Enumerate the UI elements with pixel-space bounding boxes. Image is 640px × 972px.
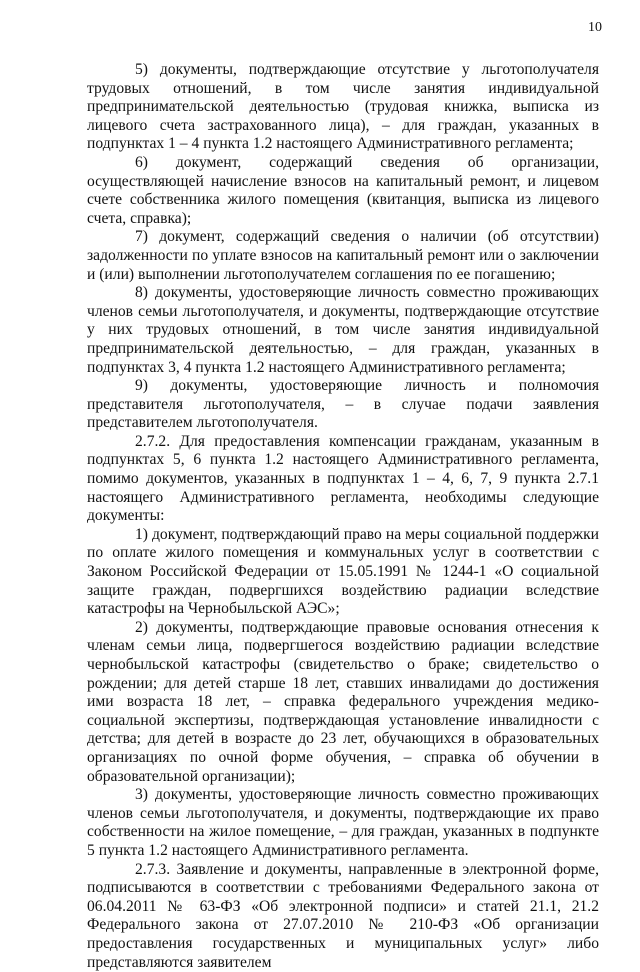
paragraph-item-6: 6) документ, содержащий сведения об организации, осуществляющей начисление взносов на капитальный ремонт, и лицевом счете собственника жилого помещения (квитанция, выписка из лицевого счета, справка); (87, 153, 599, 227)
paragraph-item-7: 7) документ, содержащий сведения о наличии (об отсутствии) задолженности по уплате взносов на капитальный ремонт или о заключении и (или) выполнении льготополучателем соглашения по ее погашению; (87, 228, 599, 283)
section-2-7-2-item-1: 1) документ, подтверждающий право на меры социальной поддержки по оплате жилого помещения и коммунальных услуг в соответствии с Законом Российской Федерации от 15.05.1991 № 1244-1 «О социальной защите граждан, подвергшихся воздействию радиации вследствие катастрофы на Чернобыльской АЭС»; (87, 525, 599, 618)
section-2-7-2-item-2: 2) документы, подтверждающие правовые основания отнесения к членам семьи лица, подвергшегося воздействию радиации вследствие чернобыльской катастрофы (свидетельство о браке; свидетельство о рождении; для детей старше 18 лет, ставших инвалидами до достижения ими возраста 18 лет, – справка федерального учреждения медико-социальной экспертизы, подтверждающая установление инвалидности с детства; для детей в возрасте до 23 лет, обучающихся в образовательных организациях по очной форме обучения, – справка об обучении в образовательной организации); (87, 618, 599, 785)
section-2-7-3: 2.7.3. Заявление и документы, направленные в электронной форме, подписываются в соответствии с требованиями Федерального закона от 06.04.2011 № 63-ФЗ «Об электронной подписи» и статей 21.1, 21.2 Федерального закона от 27.07.2010 № 210-ФЗ «Об организации предоставления государственных и муниципальных услуг» либо представляются заявителем (87, 860, 599, 971)
paragraph-item-9: 9) документы, удостоверяющие личность и полномочия представителя льготополучателя, – в случае подачи заявления представителем льготополучателя. (87, 377, 599, 432)
page-number: 10 (588, 20, 602, 35)
section-2-7-2-item-3: 3) документы, удостоверяющие личность совместно проживающих членов семьи льготополучателя, и документы, подтверждающие их право собственности на жилое помещение, – для граждан, указанных в подпункте 5 пункта 1.2 настоящего Административного регламента. (87, 786, 599, 859)
section-2-7-2: 2.7.2. Для предоставления компенсации гражданам, указанным в подпунктах 5, 6 пункта 1.2 настоящего Административного регламента, помимо документов, указанных в подпунктах 1 – 4, 6, 7, 9 пункта 2.7.1 настоящего Административного регламента, необходимы следующие документы: (87, 432, 599, 525)
paragraph-item-8: 8) документы, удостоверяющие личность совместно проживающих членов семьи льготополучателя, и документы, подтверждающие отсутствие у них трудовых отношений, в том числе занятия индивидуальной предпринимательской деятельностью, – для граждан, указанных в подпунктах 3, 4 пункта 1.2 настоящего Административного регламента; (87, 284, 599, 376)
document-body (87, 61, 599, 972)
paragraph-item-5: 5) документы, подтверждающие отсутствие у льготополучателя трудовых отношений, в том числе занятия индивидуальной предпринимательской деятельностью (трудовая книжка, выписка из лицевого счета застрахованного лица), – для граждан, указанных в подпунктах 1 – 4 пункта 1.2 настоящего Административного регламента; (87, 61, 599, 153)
